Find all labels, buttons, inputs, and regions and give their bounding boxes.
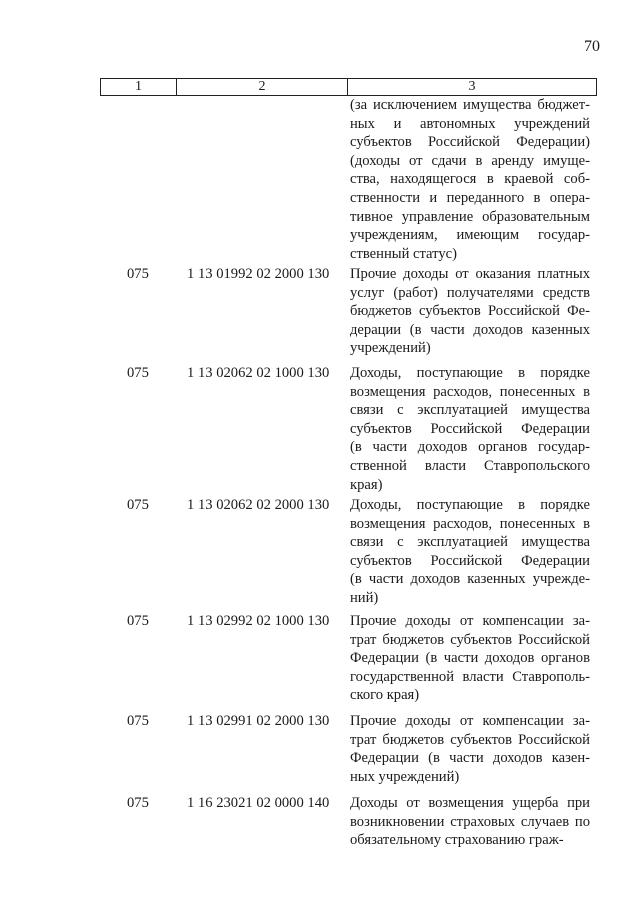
description-line: связи с эксплуатацией имущества	[350, 534, 590, 551]
income-description-cell	[350, 612, 590, 705]
table-header	[100, 78, 597, 96]
description-line: возмещения расходов, понесенных в	[350, 383, 590, 400]
description-line: ства, находящегося в краевой соб-	[350, 171, 590, 188]
description-line: Доходы, поступающие в порядке	[350, 497, 590, 513]
column-header-3: 3	[468, 79, 476, 94]
admin-code-cell: 075	[127, 266, 149, 282]
description-line: связи с эксплуатацией имущества	[350, 402, 590, 419]
description-line: бюджетов субъектов Российской Фе-	[350, 303, 590, 320]
description-line: Федерации (в части доходов казен-	[350, 750, 590, 767]
description-line: ственности и переданного в опера-	[350, 189, 590, 206]
income-code-cell: 1 13 02062 02 2000 130	[187, 497, 330, 513]
description-line: (в части доходов органов государ-	[350, 439, 590, 456]
income-code-cell: 1 13 02062 02 1000 130	[187, 365, 330, 381]
description-line: Прочие доходы от компенсации за-	[350, 713, 590, 729]
description-line: (за исключением имущества бюджет-	[350, 97, 590, 113]
description-line: трат бюджетов субъектов Российской	[350, 631, 590, 648]
description-line: ных учреждений)	[350, 768, 460, 785]
description-line: ственный статус)	[350, 245, 457, 262]
admin-code-cell: 075	[127, 795, 149, 811]
income-code-cell: 1 13 02992 02 1000 130	[187, 613, 330, 629]
income-description-cell	[350, 794, 590, 850]
description-line: ний)	[350, 589, 379, 606]
income-description-cell	[350, 265, 590, 358]
description-line: (доходы от сдачи в аренду имуще-	[350, 152, 590, 169]
description-line: возмещения расходов, понесенных в	[350, 515, 590, 532]
admin-code-cell: 075	[127, 497, 149, 513]
admin-code-cell: 075	[127, 365, 149, 381]
description-line: услуг (работ) получателями средств	[350, 284, 590, 301]
description-line: субъектов Российской Федерации	[350, 420, 590, 437]
column-header-1: 1	[101, 79, 177, 95]
income-description-cell	[350, 496, 590, 608]
description-line: Федерации (в части доходов органов	[350, 650, 590, 667]
description-line: учреждений)	[350, 340, 431, 357]
description-line: Доходы от возмещения ущерба при	[350, 795, 590, 811]
description-line: трат бюджетов субъектов Российской	[350, 731, 590, 748]
income-description-cell	[350, 364, 590, 494]
description-line: возникновении страховых случаев по	[350, 813, 590, 830]
income-code-cell: 1 13 01992 02 2000 130	[187, 266, 330, 282]
admin-code-cell: 075	[127, 713, 149, 729]
description-line: субъектов Российской Федерации	[350, 552, 590, 569]
admin-code-cell: 075	[127, 613, 149, 629]
description-line: края)	[350, 476, 383, 493]
description-line: тивное управление образовательным	[350, 208, 590, 225]
description-line: обязательному страхованию граж-	[350, 832, 564, 849]
income-description-cell	[350, 712, 590, 786]
description-line: Доходы, поступающие в порядке	[350, 365, 590, 381]
description-line: (в части доходов казенных учрежде-	[350, 571, 590, 588]
description-line: субъектов Российской Федерации)	[350, 134, 590, 151]
income-description-cell	[350, 96, 590, 263]
description-line: дерации (в части доходов казенных	[350, 321, 590, 338]
income-code-cell: 1 13 02991 02 2000 130	[187, 713, 330, 729]
description-line: ского края)	[350, 687, 420, 704]
income-code-cell: 1 16 23021 02 0000 140	[187, 795, 330, 811]
description-line: учреждениям, имеющим государ-	[350, 227, 590, 244]
description-line: государственной власти Ставрополь-	[350, 668, 590, 685]
description-line: ственной власти Ставропольского	[350, 457, 590, 474]
page-number: 70	[584, 38, 600, 55]
description-line: Прочие доходы от оказания платных	[350, 266, 590, 282]
column-header-2: 2	[177, 79, 348, 95]
description-line: Прочие доходы от компенсации за-	[350, 613, 590, 629]
description-line: ных и автономных учреждений	[350, 115, 590, 132]
